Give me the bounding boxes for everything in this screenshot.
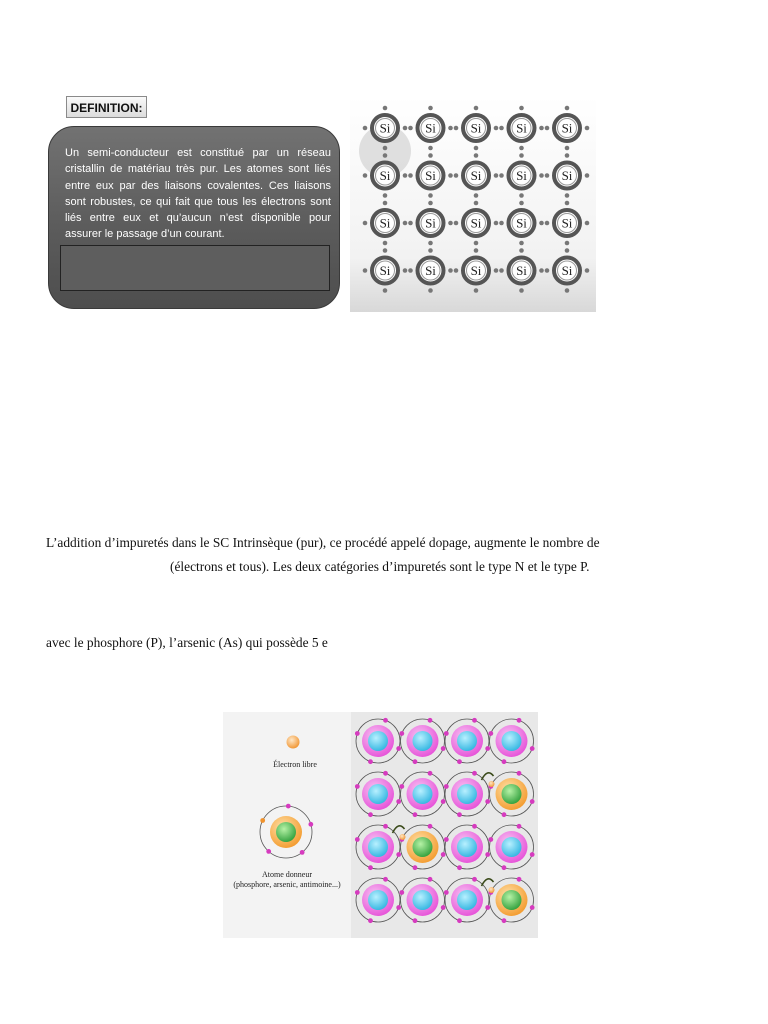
valence-electron [413,812,418,817]
valence-electron [368,865,373,870]
bond-electron [428,288,433,293]
valence-electron [517,771,522,776]
silicon-atom-core [457,784,477,804]
bond-electron [448,268,453,273]
bond-electron [383,241,388,246]
bond-electron [539,173,544,178]
bond-electron [428,146,433,151]
bond-electron [383,201,388,206]
bond-electron [519,146,524,151]
silicon-atom-label: Si [516,215,527,231]
bond-electron [474,106,479,111]
silicon-atom-core [457,837,477,857]
bond-electron [585,268,590,273]
valence-electron [383,877,388,882]
donor-atom-caption-title: Atome donneur [262,870,312,879]
silicon-atom-label: Si [561,215,573,231]
valence-electron [444,837,449,842]
valence-electron [383,718,388,723]
bond-electron [363,268,368,273]
valence-electron [485,799,490,804]
bond-electron [454,126,459,131]
donor-atom-core [502,784,522,804]
silicon-atom-label: Si [516,168,527,183]
bond-electron [539,221,544,226]
silicon-atom-label: Si [470,120,482,136]
valence-electron [413,918,418,923]
legend-donor-electron [300,850,305,855]
bond-electron [403,126,408,131]
donor-atom-caption [223,870,351,890]
valence-electron [428,718,433,723]
silicon-atom-core [413,731,433,751]
bond-electron [565,193,570,198]
bond-electron [519,248,524,253]
bond-electron [408,173,413,178]
valence-electron [457,812,462,817]
silicon-atom-label: Si [425,263,436,278]
bond-electron [474,201,479,206]
valence-electron [441,905,446,910]
valence-electron [396,746,401,751]
bond-electron [585,173,590,178]
valence-electron [413,759,418,764]
bond-electron [519,106,524,111]
bond-electron [454,221,459,226]
silicon-atom-core [368,890,388,910]
bond-electron [565,106,570,111]
valence-electron [355,731,360,736]
free-electron [489,781,495,787]
valence-electron [396,852,401,857]
bond-electron [383,248,388,253]
silicon-atom-label: Si [470,263,482,278]
free-electron [489,887,495,893]
bond-electron [494,173,499,178]
bond-electron [363,126,368,131]
bond-electron [428,248,433,253]
silicon-lattice-diagram [350,96,596,312]
bond-electron [383,193,388,198]
donor-atom-core [502,890,522,910]
bond-electron [499,221,504,226]
bond-electron [474,248,479,253]
definition-label: DEFINITION: [66,96,147,118]
bond-electron [519,201,524,206]
silicon-atom-label: Si [425,168,436,183]
bond-electron [565,201,570,206]
valence-electron [368,918,373,923]
valence-electron [530,905,535,910]
silicon-atom-core [457,731,477,751]
definition-box [48,126,340,309]
bond-electron [428,241,433,246]
valence-electron [517,718,522,723]
valence-electron [444,731,449,736]
bond-electron [519,241,524,246]
bond-electron [454,173,459,178]
valence-electron [383,824,388,829]
bond-electron [545,268,550,273]
valence-electron [399,784,404,789]
silicon-atom-label: Si [470,215,482,231]
bond-electron [585,126,590,131]
bond-electron [539,268,544,273]
valence-electron [428,771,433,776]
bond-electron [403,268,408,273]
valence-electron [488,731,493,736]
legend-donor-electron [308,822,313,827]
valence-electron [472,877,477,882]
bond-electron [383,146,388,151]
bond-electron [494,221,499,226]
paragraph-doping-line2: (électrons et tous). Les deux catégories d’impuretés sont le type N et le type P. [170,559,590,574]
valence-electron [530,799,535,804]
valence-electron [413,865,418,870]
bond-electron [408,221,413,226]
silicon-atom-label: Si [561,263,573,278]
silicon-atom-label: Si [379,263,391,278]
valence-electron [502,918,507,923]
silicon-atom-label: Si [379,168,391,183]
n-type-lattice-diagram [223,712,538,938]
bond-electron [474,288,479,293]
bond-electron [565,288,570,293]
legend-donor-core [276,822,296,842]
valence-electron [428,877,433,882]
valence-electron [444,890,449,895]
valence-electron [502,812,507,817]
silicon-atom-label: Si [470,168,482,183]
bond-electron [499,126,504,131]
bond-electron [565,146,570,151]
valence-electron [355,837,360,842]
bond-electron [519,193,524,198]
valence-electron [457,865,462,870]
valence-electron [457,918,462,923]
valence-electron [428,824,433,829]
valence-electron [399,731,404,736]
bond-electron [403,221,408,226]
silicon-atom-label: Si [425,215,436,231]
legend-donor-electron [286,804,291,809]
valence-electron [530,746,535,751]
bond-electron [474,153,479,158]
bond-electron [519,288,524,293]
definition-panel [46,96,350,312]
bond-electron [545,173,550,178]
valence-electron [441,799,446,804]
bond-electron [474,146,479,151]
legend-free-electron [287,736,300,749]
silicon-atom-label: Si [561,120,573,136]
bond-electron [383,153,388,158]
valence-electron [457,759,462,764]
valence-electron [472,771,477,776]
bond-electron [499,173,504,178]
valence-electron [517,824,522,829]
valence-electron [502,759,507,764]
valence-electron [355,784,360,789]
valence-electron [502,865,507,870]
silicon-atom-label: Si [516,120,527,136]
silicon-atom-core [413,890,433,910]
valence-electron [485,905,490,910]
definition-text: Un semi-conducteur est constitué par un réseau cristallin de matériau très pur. Les atomes sont liés entre eux par des liaisons covalentes. Ces liaisons sont robustes, ce qui fait que tous les électrons sont liés entre eux et qu’aucun n’est disponible pour assurer le passage d’un courant. [65,147,331,241]
bond-electron [383,106,388,111]
valence-electron [441,746,446,751]
bond-electron [428,201,433,206]
bond-electron [363,221,368,226]
bond-electron [454,268,459,273]
valence-electron [485,852,490,857]
bond-electron [448,126,453,131]
legend-donor-electron [266,849,271,854]
paragraph-phosphore: avec le phosphore (P), l’arsenic (As) qui possède 5 e [46,635,328,650]
silicon-atom-core [457,890,477,910]
bond-electron [585,221,590,226]
valence-electron [396,905,401,910]
bond-electron [539,126,544,131]
silicon-atom-label: Si [379,120,391,136]
silicon-definition-figure [46,96,596,312]
silicon-atom-label: Si [516,263,527,278]
bond-electron [448,173,453,178]
bond-electron [428,106,433,111]
valence-electron [396,799,401,804]
donor-atom-caption-examples: (phosphore, arsenic, antimoine...) [233,880,341,889]
bond-electron [519,153,524,158]
silicon-atom-core [502,731,522,751]
valence-electron [517,877,522,882]
bond-electron [428,193,433,198]
silicon-atom-label: Si [425,120,436,136]
silicon-atom-core [368,784,388,804]
bond-electron [428,153,433,158]
silicon-atom-core [502,837,522,857]
bond-electron [565,241,570,246]
bond-electron [545,126,550,131]
bond-electron [363,173,368,178]
silicon-atom-core [368,731,388,751]
valence-electron [485,746,490,751]
bond-electron [499,268,504,273]
silicon-atom-label: Si [379,215,391,231]
bond-electron [383,288,388,293]
valence-electron [444,784,449,789]
silicon-atom-label: Si [561,168,573,183]
silicon-atom-core [368,837,388,857]
valence-electron [472,824,477,829]
bond-electron [448,221,453,226]
bond-electron [474,193,479,198]
valence-electron [368,812,373,817]
valence-electron [530,852,535,857]
valence-electron [355,890,360,895]
valence-electron [441,852,446,857]
n-type-doping-figure [223,712,538,938]
bond-electron [408,268,413,273]
donor-atom-core [413,837,433,857]
paragraph-doping-line1: L’addition d’impuretés dans le SC Intrinsèque (pur), ce procédé appelé dopage, augmente le nombre de [46,535,600,550]
bond-electron [565,248,570,253]
free-electron [400,834,406,840]
free-electron-caption: Électron libre [273,760,317,769]
bond-electron [403,173,408,178]
bond-electron [545,221,550,226]
legend-donor-electron [260,818,265,823]
bond-electron [565,153,570,158]
valence-electron [488,837,493,842]
valence-electron [472,718,477,723]
valence-electron [368,759,373,764]
valence-electron [383,771,388,776]
silicon-atom-core [413,784,433,804]
bond-electron [408,126,413,131]
definition-inner-box [60,245,330,291]
bond-electron [494,268,499,273]
bond-electron [494,126,499,131]
valence-electron [399,890,404,895]
bond-electron [474,241,479,246]
